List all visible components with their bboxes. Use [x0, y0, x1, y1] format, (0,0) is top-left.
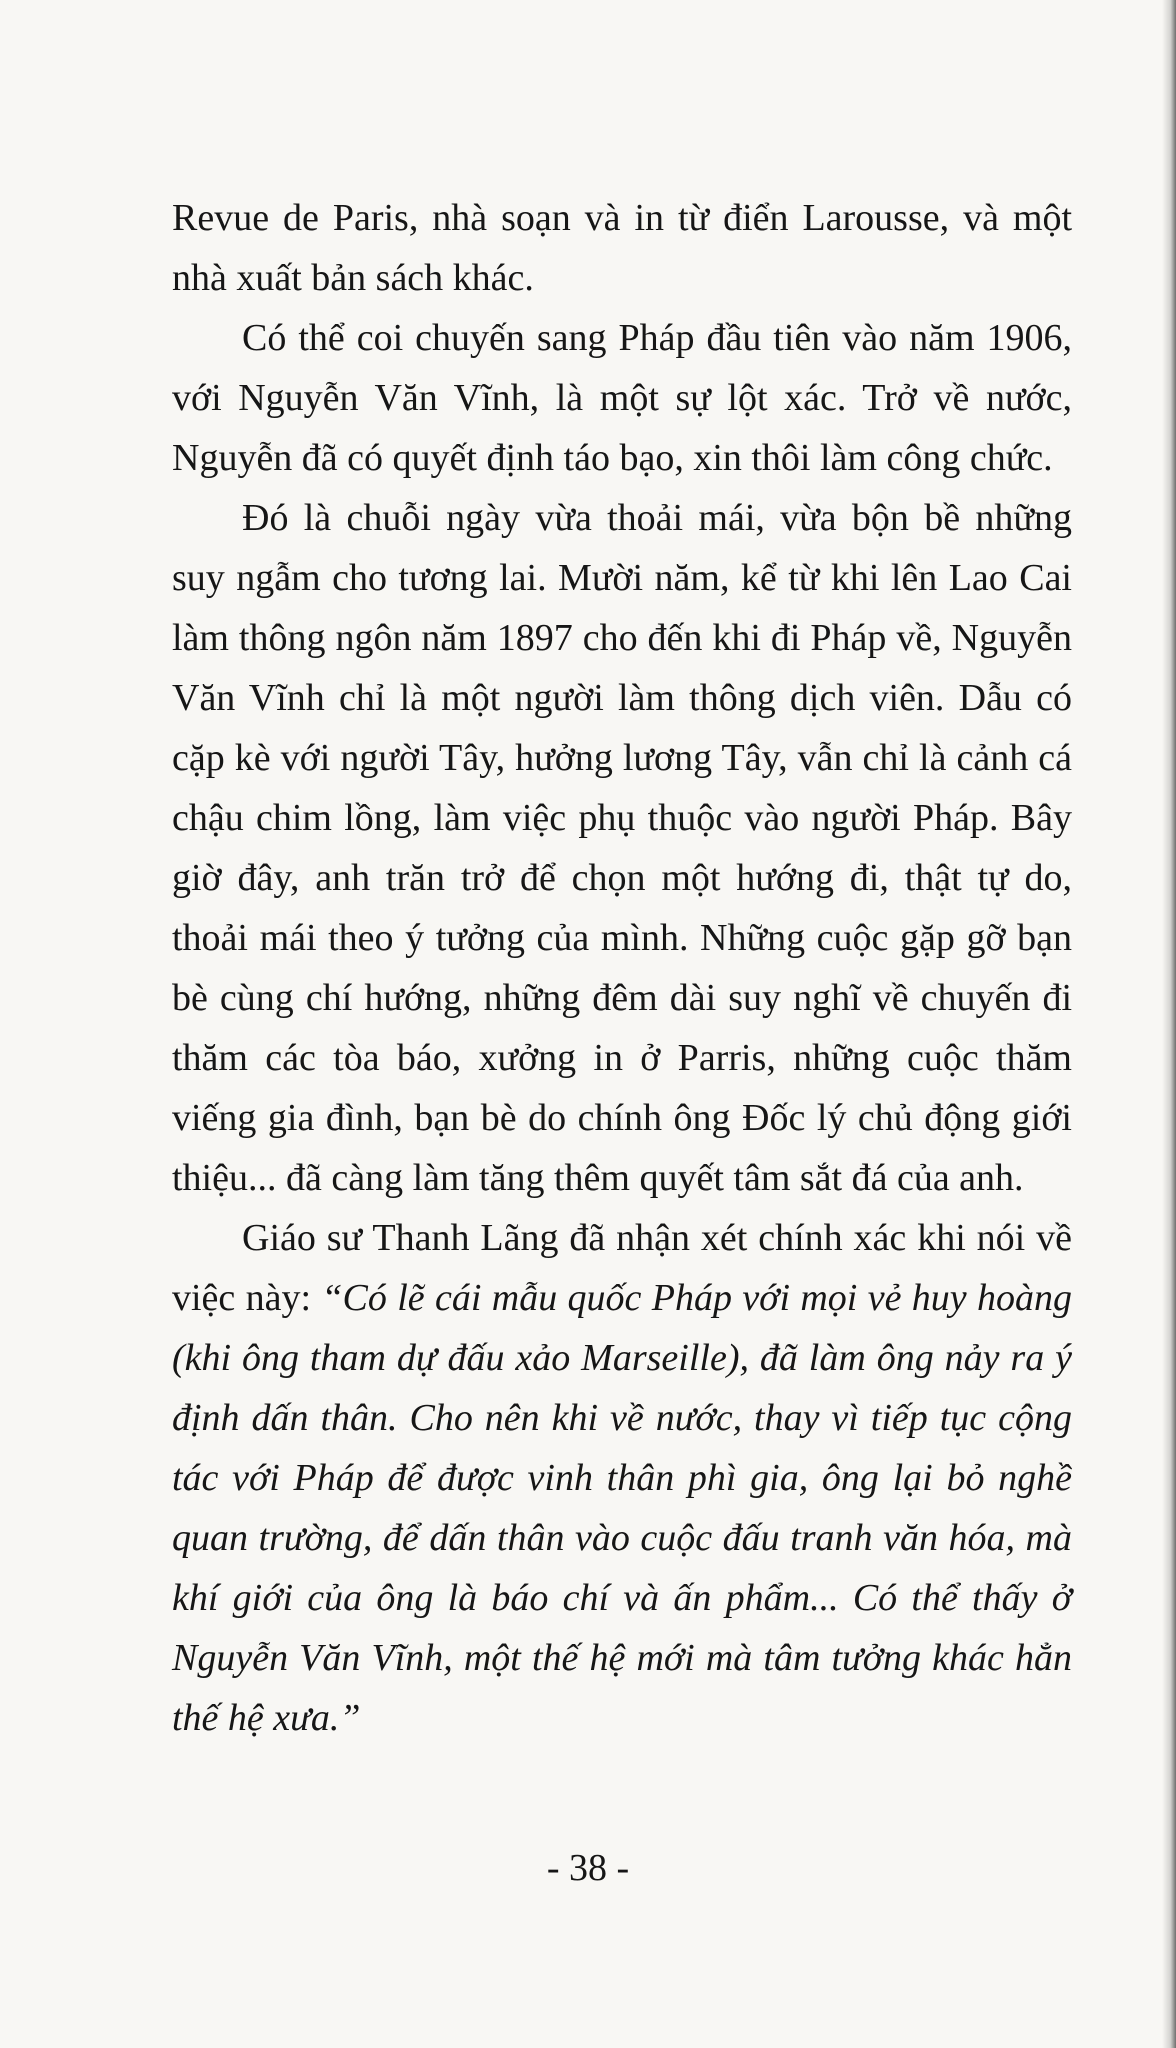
- quote-text: “Có lẽ cái mẫu quốc Pháp với mọi vẻ huy hoàng (khi ông tham dự đấu xảo Marseille), đã làm ông nảy ra ý định dấn thân. Cho nên khi về nước, thay vì tiếp tục cộng tác với Pháp để được vinh thân phì gia, ông lại bỏ nghề quan trường, để dấn thân vào cuộc đấu tranh văn hóa, mà khí giới của ông là báo chí và ấn phẩm... Có thể thấy ở Nguyễn Văn Vĩnh, một thế hệ mới mà tâm tưởng khác hẳn thế hệ xưa.”: [172, 1277, 1072, 1739]
- page-number: - 38 -: [546, 1847, 630, 1889]
- body-text: [172, 188, 1072, 1748]
- paragraph-reflection: Đó là chuỗi ngày vừa thoải mái, vừa bộn bề những suy ngẫm cho tương lai. Mười năm, kể từ khi lên Lao Cai làm thông ngôn năm 1897 cho đến khi đi Pháp về, Nguyễn Văn Vĩnh chỉ là một người làm thông dịch viên. Dẫu có cặp kè với người Tây, hưởng lương Tây, vẫn chỉ là cảnh cá chậu chim lồng, làm việc phụ thuộc vào người Pháp. Bây giờ đây, anh trăn trở để chọn một hướng đi, thật tự do, thoải mái theo ý tưởng của mình. Những cuộc gặp gỡ bạn bè cùng chí hướng, những đêm dài suy nghĩ về chuyến đi thăm các tòa báo, xưởng in ở Parris, những cuộc thăm viếng gia đình, bạn bè do chính ông Đốc lý chủ động giới thiệu... đã càng làm tăng thêm quyết tâm sắt đá của anh.: [172, 497, 1072, 1199]
- paragraph-continuation: Revue de Paris, nhà soạn và in từ điển Larousse, và một nhà xuất bản sách khác.: [172, 197, 1072, 299]
- paragraph-first-trip: Có thể coi chuyến sang Pháp đầu tiên vào năm 1906, với Nguyễn Văn Vĩnh, là một sự lột xác. Trở về nước, Nguyễn đã có quyết định táo bạo, xin thôi làm công chức.: [172, 317, 1072, 479]
- paragraph-quote: [172, 1208, 1072, 1748]
- quote-lead: Giáo sư Thanh Lãng đã nhận xét chính xác khi nói về việc này:: [172, 1217, 1072, 1319]
- page-edge-shadow: [1162, 0, 1176, 2048]
